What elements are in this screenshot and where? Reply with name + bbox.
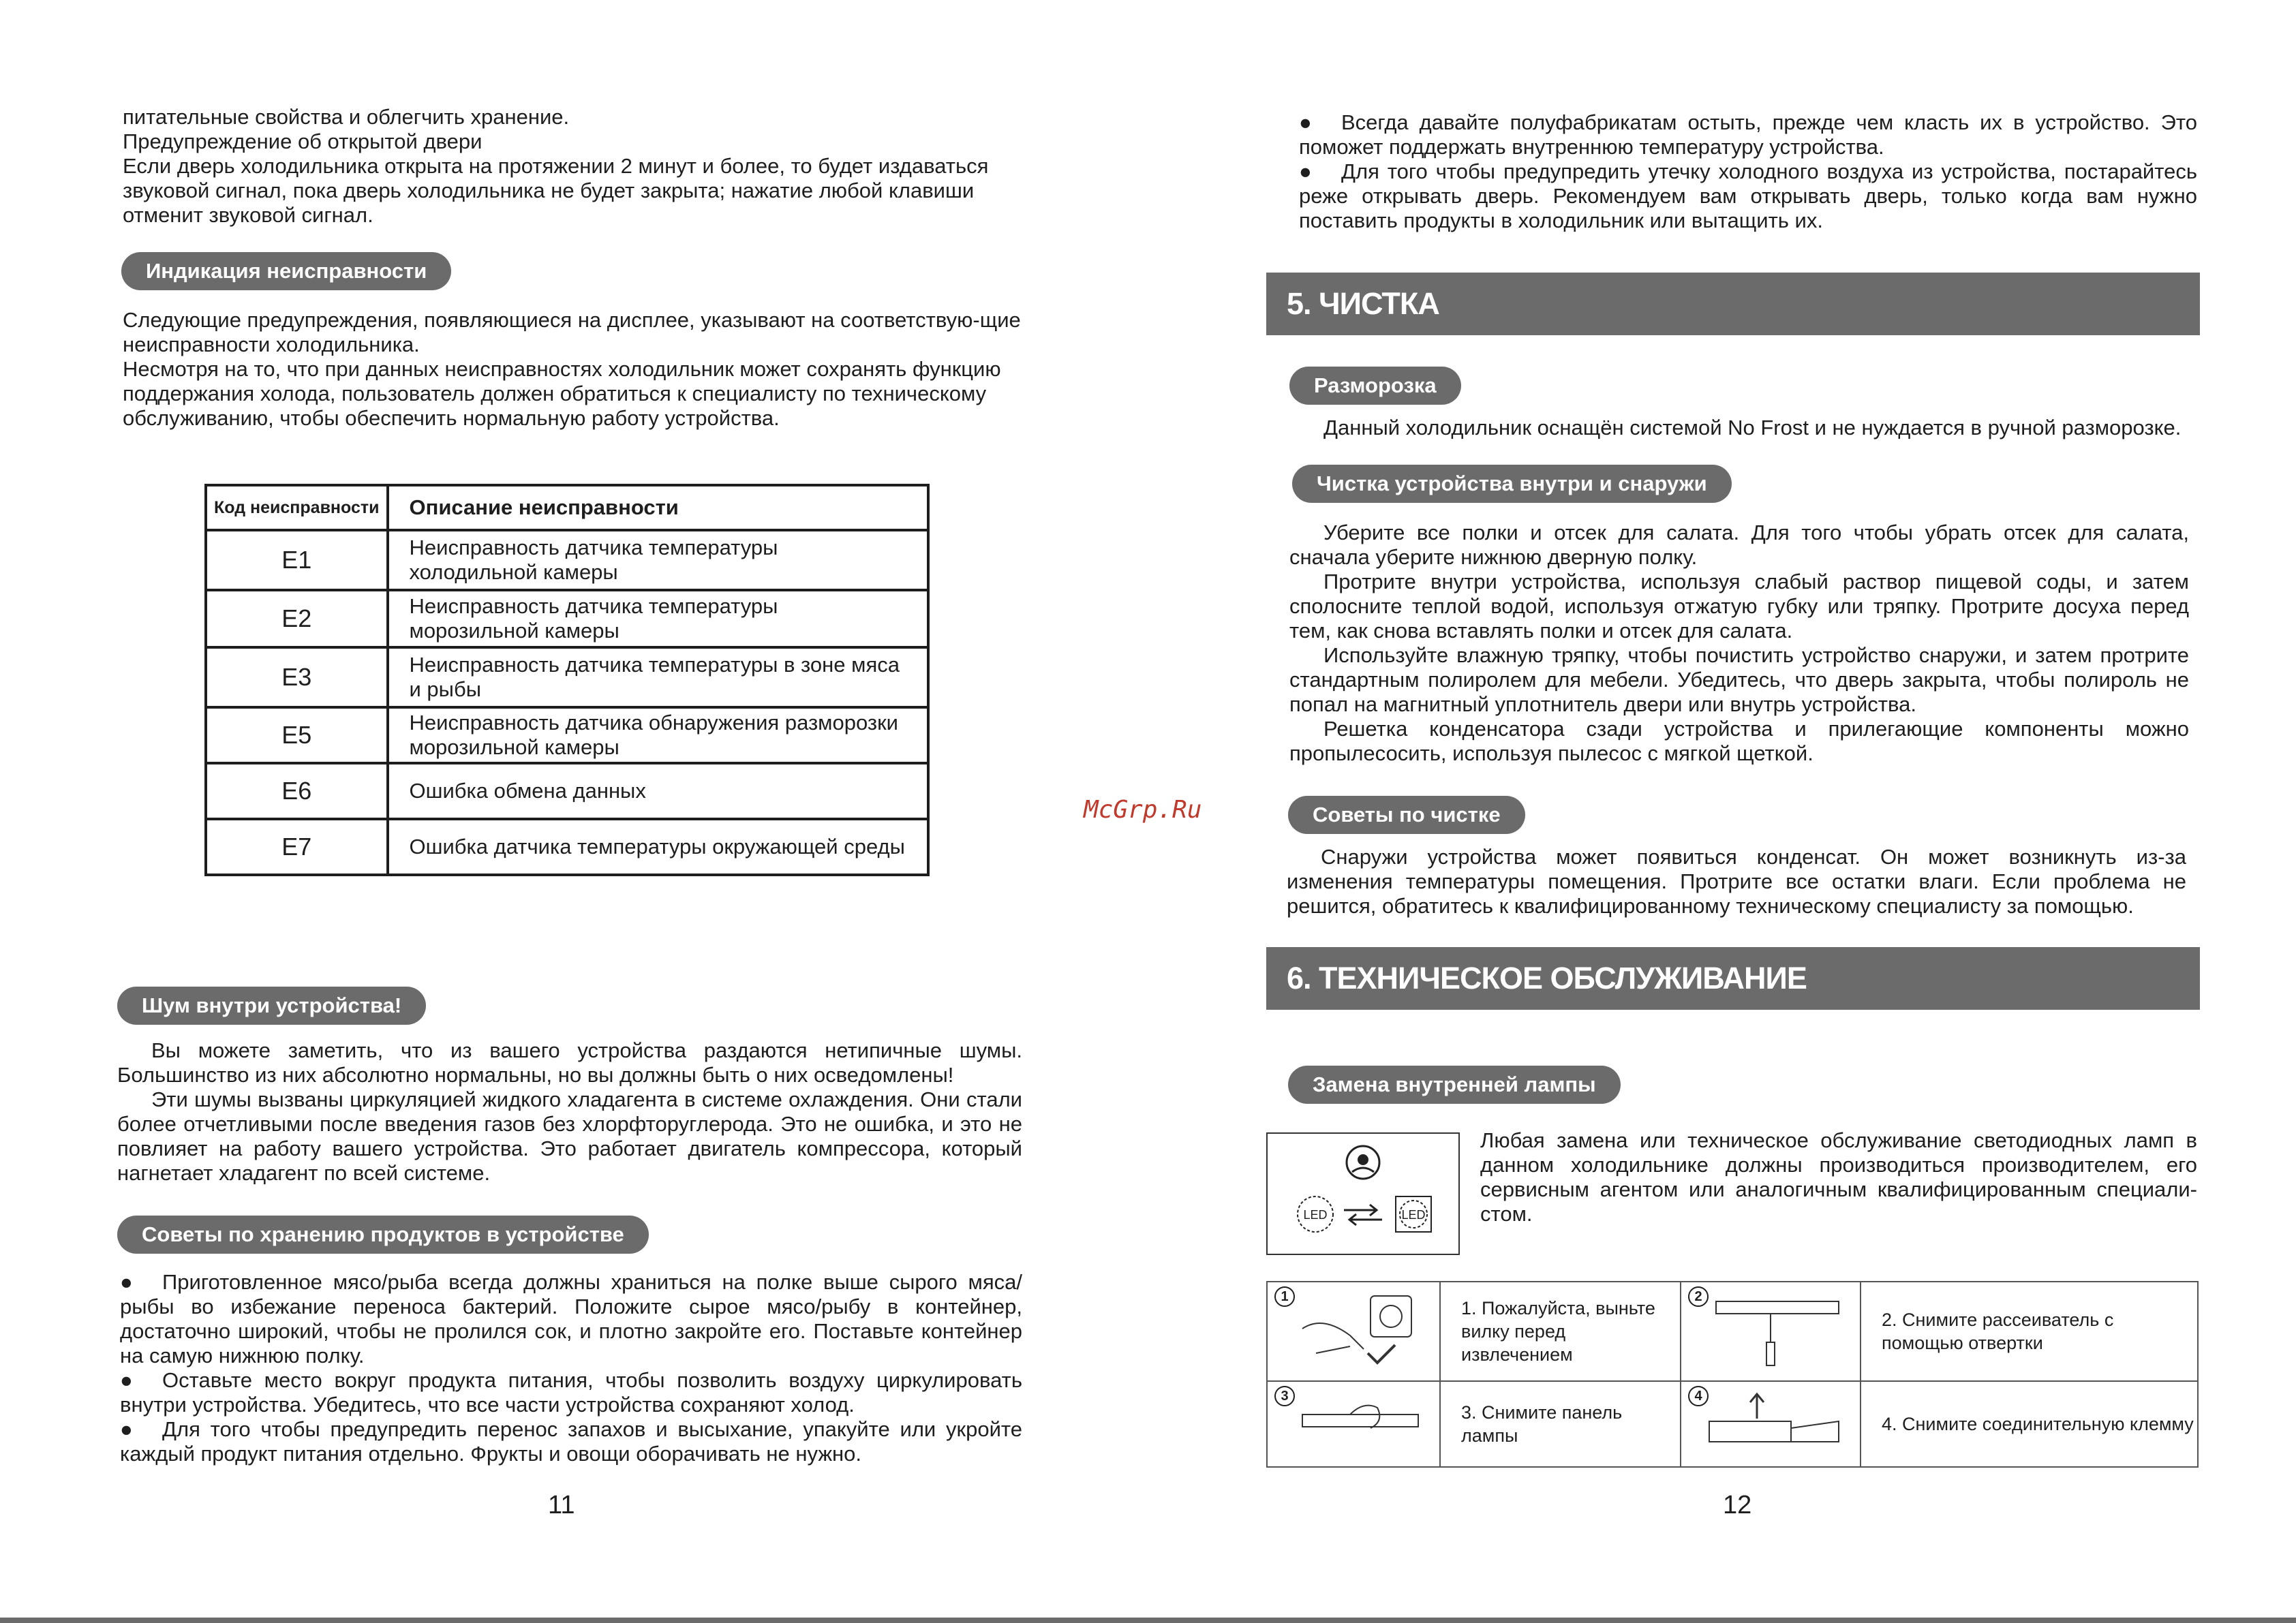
noise-heading: Шум внутри устройства!: [117, 987, 426, 1025]
noise-text: [117, 1038, 1022, 1186]
cleaning-paragraph: Используйте влажную тряпку, чтобы почистить устройство снаружи, и затем протрите стандартным полиролем для мебели. Убедитесь, что дверь закрыта, чтобы полироль не попал на магнитный уплотнитель двери или внутрь устройства.: [1289, 643, 2189, 716]
fault-code: E3: [206, 647, 388, 707]
defrost-heading: Разморозка: [1289, 367, 1461, 405]
page-number-right: 12: [1723, 1491, 1752, 1519]
tips-text: [1287, 845, 2186, 918]
screwdriver-icon: [1702, 1288, 1852, 1370]
list-item: [1299, 159, 2197, 233]
bullet-icon: ●: [120, 1417, 133, 1441]
table-header-row: [206, 485, 928, 530]
lamp-text: Любая замена или техническое обслуживание светодиодных ламп в данном холодильнике должны производиться производителем, его сервисным агентом или аналогичным квалифицированным специали-стом.: [1480, 1128, 2197, 1226]
section-6-title: 6. ТЕХНИЧЕСКОЕ ОБСЛУЖИВАНИЕ: [1266, 947, 2200, 1010]
connector-icon: [1702, 1387, 1852, 1455]
step-number: 3: [1274, 1386, 1295, 1406]
table-row: [206, 530, 928, 590]
list-item: [120, 1368, 1022, 1417]
list-item-text: Для того чтобы предупредить перенос запахов и высыхание, упакуйте или укройте каждый продукт питания отдельно. Фрукты и овощи оборачивать не нужно.: [120, 1417, 1022, 1466]
step-number: 2: [1688, 1286, 1709, 1307]
step-3-illustration: [1267, 1381, 1440, 1467]
unplug-icon: [1289, 1288, 1425, 1370]
table-row: [206, 819, 928, 875]
fault-code: E6: [206, 763, 388, 819]
step-1-illustration: [1267, 1282, 1440, 1381]
faults-paragraph: Следующие предупреждения, появляющиеся на дисплее, указывают на соответствую-щие неисправности холодильника.: [123, 308, 1021, 356]
list-item-text: Приготовленное мясо/рыба всегда должны храниться на полке выше сырого мяса/рыбы во избежание переноса бактерий. Положите сырое мясо/рыбу в контейнер, достаточно широкий, чтобы не пролился сок, и плотно закройте его. Поставьте контейнер на самую нижнюю полку.: [120, 1270, 1022, 1367]
cleaning-paragraph: Протрите внутри устройства, используя слабый раствор пищевой соды, и затем сполосните теплой водой, используя отжатую губку или тряпку. Протрите досуха перед тем, как снова вставлять полки и отсек для салата.: [1289, 570, 2189, 643]
fault-code: E5: [206, 707, 388, 763]
fault-code-table: [204, 484, 930, 876]
section-5-title: 5. ЧИСТКА: [1266, 273, 2200, 335]
lamp-panel-icon: [1289, 1387, 1425, 1455]
storage-list: [120, 1270, 1022, 1466]
fault-desc: Ошибка датчика температуры окружающей среды: [388, 819, 929, 875]
cleaning-paragraph: Уберите все полки и отсек для салата. Для того чтобы убрать отсек для салата, сначала уберите нижнюю дверную полку.: [1289, 521, 2189, 569]
faults-paragraph: Несмотря на то, что при данных неисправностях холодильник может сохранять функцию поддержания холода, пользователь должен обратиться к специалисту по техническому обслуживанию, чтобы обеспечить нормальную работу устройства.: [123, 357, 1001, 430]
step-number: 1: [1274, 1286, 1295, 1307]
fault-code: E7: [206, 819, 388, 875]
faults-text: [123, 308, 1021, 431]
noise-paragraph: Вы можете заметить, что из вашего устройства раздаются нетипичные шумы. Большинство из них абсолютно нормальны, но вы должны быть о них осведомлены!: [117, 1038, 1022, 1087]
lamp-illustration: [1266, 1132, 1460, 1255]
col-desc-header: Описание неисправности: [388, 485, 929, 530]
watermark: McGrp.Ru: [1084, 796, 1202, 824]
table-row: [206, 707, 928, 763]
step-caption: 2. Снимите рассеиватель с помощью отвертки: [1861, 1282, 2198, 1381]
table-row: [206, 590, 928, 647]
list-item-text: Оставьте место вокруг продукта питания, чтобы позволить воздуху циркулировать внутри устройства. Убедитесь, что все части устройства сохраняют холод.: [120, 1368, 1022, 1417]
fault-desc: Ошибка обмена данных: [388, 763, 929, 819]
tips-paragraph: Снаружи устройства может появиться конденсат. Он может возникнуть из-за изменения температуры помещения. Протрите все остатки влаги. Если проблема не решится, обратитесь к квалифицированному техническому специалисту за помощью.: [1287, 845, 2186, 918]
fault-code: E2: [206, 590, 388, 647]
bullet-icon: ●: [1299, 110, 1312, 134]
storage-heading: Советы по хранению продуктов в устройстве: [117, 1216, 649, 1254]
step-caption: 3. Снимите панель лампы: [1440, 1381, 1681, 1467]
fault-code: E1: [206, 530, 388, 590]
bullet-icon: ●: [120, 1368, 133, 1392]
door-warning-text: Если дверь холодильника открыта на протяжении 2 минут и более, то будет издаваться звуковой сигнал, пока дверь холодильника не будет закрыта; нажатие любой клавиши отменит звуковой сигнал.: [123, 154, 989, 227]
faults-heading: Индикация неисправности: [121, 252, 451, 290]
page-number-left: 11: [548, 1491, 575, 1519]
cleaning-text: [1289, 521, 2189, 766]
lamp-steps-table: [1266, 1281, 2199, 1468]
fault-desc: Неисправность датчика обнаружения разморозки морозильной камеры: [388, 707, 929, 763]
bottom-rule: [0, 1618, 2296, 1623]
led-label: LED: [1303, 1208, 1328, 1222]
step-number: 4: [1688, 1386, 1709, 1406]
top-bullets: [1299, 110, 2197, 233]
table-row: [1267, 1282, 2198, 1381]
step-4-illustration: [1681, 1381, 1861, 1467]
list-item: [120, 1417, 1022, 1466]
list-item-text: Всегда давайте полуфабрикатам остыть, прежде чем класть их в устройство. Это поможет поддержать внутреннюю температуру устройства.: [1299, 110, 2197, 159]
table-row: [1267, 1381, 2198, 1467]
defrost-text: Данный холодильник оснащён системой No Frost и не нуждается в ручной разморозке.: [1323, 416, 2182, 439]
fault-desc: Неисправность датчика температуры в зоне мяса и рыбы: [388, 647, 929, 707]
led-label: LED: [1401, 1208, 1426, 1222]
led-swap-icon: [1268, 1134, 1458, 1254]
list-item-text: Для того чтобы предупредить утечку холодного воздуха из устройства, постарайтесь реже открывать дверь. Рекомендуем вам открывать дверь, только когда вам нужно поставить продукты в холодильник или вытащить их.: [1299, 159, 2197, 232]
step-2-illustration: [1681, 1282, 1861, 1381]
bullet-icon: ●: [120, 1270, 133, 1294]
door-warning-title: Предупреждение об открытой двери: [123, 129, 483, 153]
step-caption: 4. Снимите соединительную клемму: [1861, 1381, 2198, 1467]
list-item: [120, 1270, 1022, 1368]
list-item: [1299, 110, 2197, 159]
fault-desc: Неисправность датчика температуры холодильной камеры: [388, 530, 929, 590]
lamp-heading: Замена внутренней лампы: [1288, 1066, 1621, 1104]
intro-line: питательные свойства и облегчить хранение.: [123, 105, 570, 129]
tips-heading: Советы по чистке: [1288, 796, 1525, 834]
cleaning-paragraph: Решетка конденсатора сзади устройства и прилегающие компоненты можно пропылесосить, используя пылесос с мягкой щеткой.: [1289, 717, 2189, 765]
bullet-icon: ●: [1299, 159, 1312, 183]
step-caption: 1. Пожалуйста, выньте вилку перед извлечением: [1440, 1282, 1681, 1381]
intro-block: [123, 105, 1022, 228]
table-row: [206, 647, 928, 707]
cleaning-heading: Чистка устройства внутри и снаружи: [1292, 465, 1732, 503]
noise-paragraph: Эти шумы вызваны циркуляцией жидкого хладагента в системе охлаждения. Они стали более отчетливыми после введения газов без хлорфторуглерода. Это не ошибка, и это не повлияет на работу вашего устройства. Это работает двигатель компрессора, который нагнетает хладагент по всей системе.: [117, 1087, 1022, 1185]
table-row: [206, 763, 928, 819]
col-code-header: Код неисправности: [206, 485, 388, 530]
fault-desc: Неисправность датчика температуры морозильной камеры: [388, 590, 929, 647]
